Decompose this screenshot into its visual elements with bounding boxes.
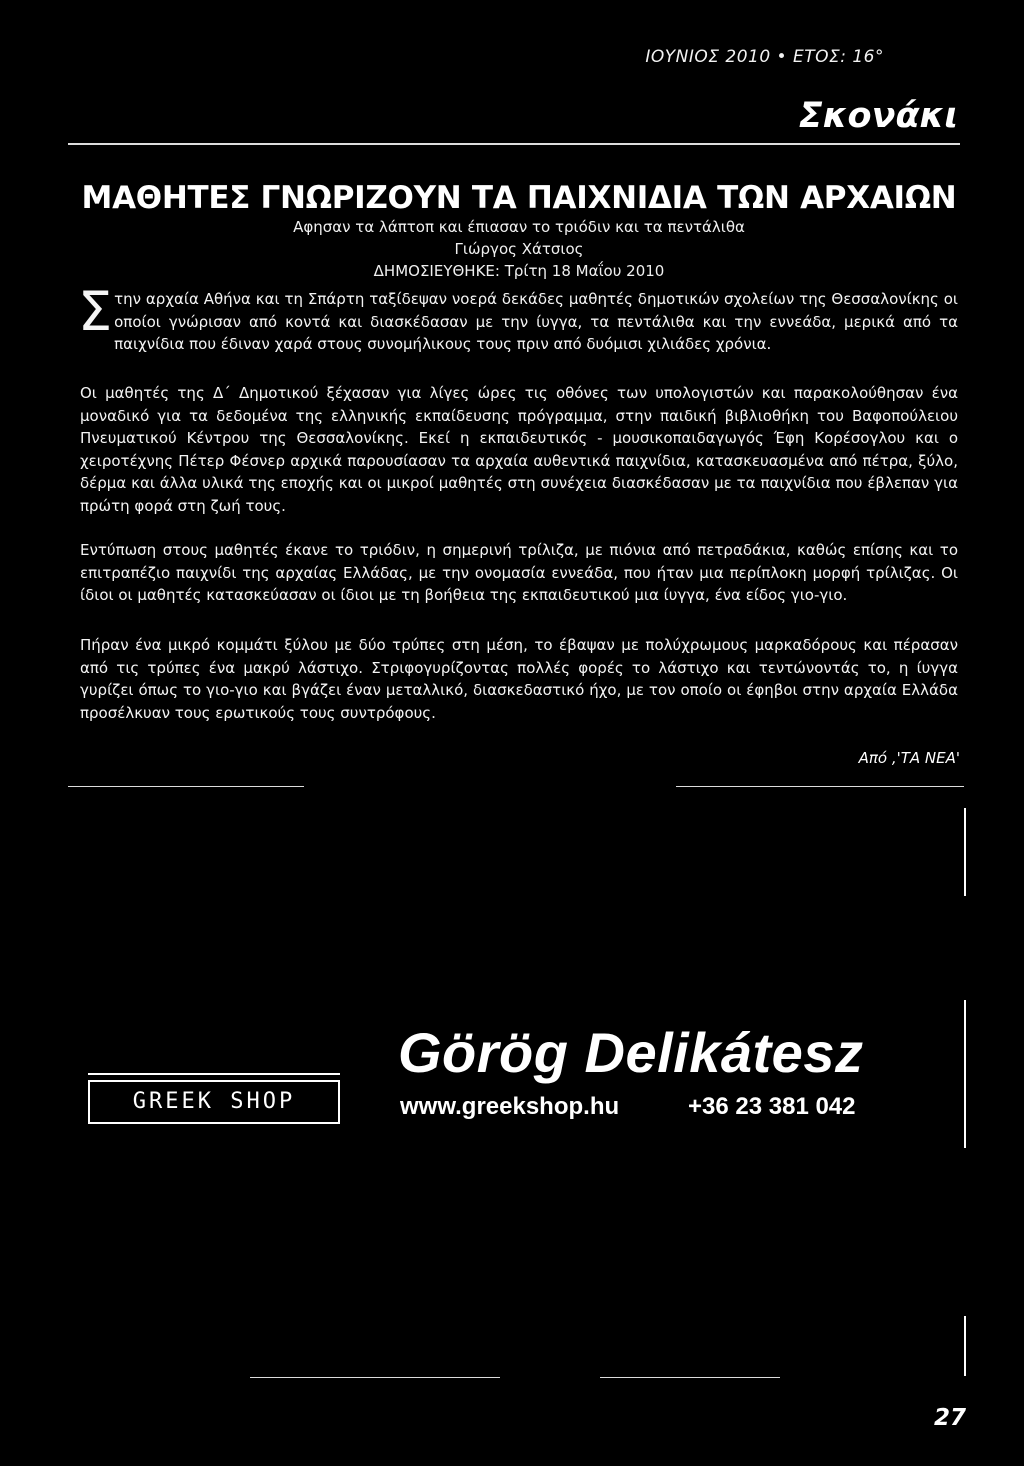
article-source: Από ,'ΤΑ ΝΕΑ' [858, 749, 960, 767]
ad-title: Görög Delikátesz [398, 1021, 864, 1084]
ad-border-right-bottom [964, 1316, 966, 1376]
article-title: ΜΑΘΗΤΕΣ ΓΝΩΡΙΖΟΥΝ ΤΑ ΠΑΙΧΝΙΔΙΑ ΤΩΝ ΑΡΧΑΙΩΝ [81, 180, 957, 216]
article-paragraph-4: Πήραν ένα μικρό κομμάτι ξύλου με δύο τρύπες στη μέση, το έβαψαν με πολύχρωμους μαρκαδόρους και πέρασαν από τις τρύπες ένα μακρύ λάστιχο. Στριφογυρίζοντας πολλές φορές το λάστιχο και τεντώνοντάς το, η ίυγγα γυρίζει όπως το γιο-γιο και βγάζει έναν μεταλλικό, διασκεδαστικό ήχο, με τον οποίο οι έφηβοι στην αρχαία Ελλάδα προσέλκυαν τους ερωτικούς τους συντρόφους. [80, 636, 958, 722]
page-number: 27 [933, 1405, 966, 1431]
article-subtitle: Αφησαν τα λάπτοπ και έπιασαν το τριόδιν και τα πεντάλιθα [293, 218, 745, 236]
header-divider [68, 143, 960, 145]
ad-website[interactable]: www.greekshop.hu [400, 1093, 620, 1120]
article-paragraph-3: Εντύπωση στους μαθητές έκανε το τριόδιν, η σημερινή τρίλιζα, με πιόνια από πετραδάκια, καθώς επίσης και το επιτραπέζιο παιχνίδι της αρχαίας Ελλάδας, με την ονομασία εννεάδα, που ήταν μια περίπλοκη μορφή τρίλιζας. Οι ίδιοι οι μαθητές κατασκεύασαν οι ίδιοι με τη βοήθεια της εκπαιδευτικού μια ίυγγα, ένα είδος γιο-γιο. [80, 541, 958, 605]
ad-phone: +36 23 381 042 [688, 1093, 856, 1120]
footer-divider-right [676, 786, 964, 787]
footer-divider-left [68, 786, 304, 787]
article-author: Γιώργος Χάτσιος [454, 240, 584, 258]
article-paragraph-1 [78, 280, 958, 356]
bottom-divider-right [600, 1377, 780, 1378]
ad-border-right-top [964, 808, 966, 896]
section-title: Σκονάκι [798, 96, 958, 136]
article-paragraph-2: Οι μαθητές της Δ΄ Δημοτικού ξέχασαν για λίγες ώρες τις οθόνες των υπολογιστών και παρακολούθησαν ένα μοναδικό για τα δεδομένα της ελληνικής εκπαίδευσης πρόγραμμα, στην παιδική βιβλιοθήκη του Βαφοπούλειου Πνευματικού Κέντρου της Θεσσαλονίκης. Εκεί η εκπαιδευτικός - μουσικοπαιδαγωγός Έφη Κορέσογλου και ο χειροτέχνης Πέτερ Φέσνερ αρχικά παρουσίασαν τα αρχαία αυθεντικά παιχνίδια, κατασκευασμένα από πέτρα, ξύλο, δέρμα και άλλα υλικά της εποχής και οι μικροί μαθητές στη συνέχεια διασκέδασαν με τα παιχνίδια που έβλεπαν για πρώτη φορά στη ζωή τους. [80, 384, 958, 515]
drop-cap: Σ [78, 280, 113, 343]
paragraph-1-text: την αρχαία Αθήνα και τη Σπάρτη ταξίδεψαν νοερά δεκάδες μαθητές δημοτικών σχολείων της Θεσσαλονίκης οι οποίοι γνώρισαν από κοντά και διασκέδασαν με την ίυγγα, τα πεντάλιθα και την εννεάδα, μερικά από τα παιχνίδια που έδιναν χαρά στους συνομήλικους τους πριν από δυόμισι χιλιάδες χρόνια. [114, 290, 958, 354]
bottom-divider [250, 1377, 500, 1378]
ad-border-right-middle [964, 1000, 966, 1148]
article-published-date: ΔΗΜΟΣΙΕΥΘΗΚΕ: Τρίτη 18 Μαΐου 2010 [373, 262, 665, 280]
issue-date: ΙΟΥΝΙΟΣ 2010 • ΕΤΟΣ: 16° [645, 47, 884, 67]
logo-text: GREEK SHOP [132, 1089, 296, 1114]
greek-shop-logo [88, 1080, 340, 1124]
